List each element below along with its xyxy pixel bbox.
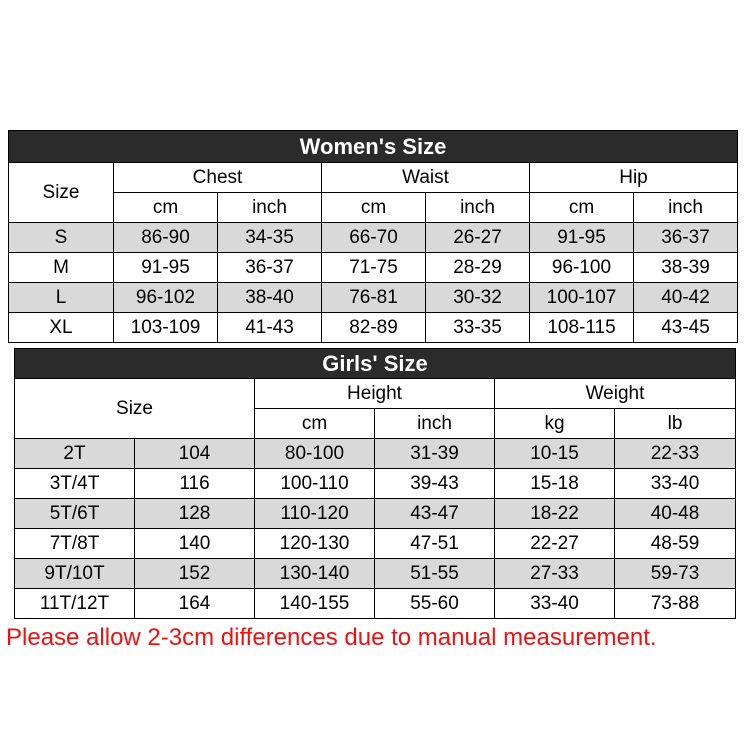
unit-header: cm — [322, 193, 426, 223]
table-cell: 110-120 — [255, 499, 375, 529]
table-cell: 152 — [135, 559, 255, 589]
table-cell: 86-90 — [114, 223, 218, 253]
unit-header: inch — [634, 193, 738, 223]
table-cell: 51-55 — [375, 559, 495, 589]
chest-header: Chest — [114, 163, 322, 193]
table-cell: 140 — [135, 529, 255, 559]
table-cell: 40-48 — [615, 499, 736, 529]
table-cell: 164 — [135, 589, 255, 619]
table-cell: 36-37 — [634, 223, 738, 253]
table-row — [9, 313, 738, 343]
table-cell: 91-95 — [530, 223, 634, 253]
unit-header: inch — [218, 193, 322, 223]
table-cell: 22-27 — [495, 529, 615, 559]
table-cell: 66-70 — [322, 223, 426, 253]
table-cell: 76-81 — [322, 283, 426, 313]
table-row — [15, 499, 736, 529]
unit-header: inch — [426, 193, 530, 223]
size-header: Size — [15, 379, 255, 439]
table-cell: 130-140 — [255, 559, 375, 589]
table-cell: 100-107 — [530, 283, 634, 313]
table-cell: 91-95 — [114, 253, 218, 283]
size-cell: 11T/12T — [15, 589, 135, 619]
table-cell: 40-42 — [634, 283, 738, 313]
size-cell: XL — [9, 313, 114, 343]
table-cell: 26-27 — [426, 223, 530, 253]
table-cell: 120-130 — [255, 529, 375, 559]
table-cell: 27-33 — [495, 559, 615, 589]
table-cell: 73-88 — [615, 589, 736, 619]
table-row — [9, 253, 738, 283]
table-cell: 116 — [135, 469, 255, 499]
table-cell: 140-155 — [255, 589, 375, 619]
table-row — [15, 439, 736, 469]
size-cell: 9T/10T — [15, 559, 135, 589]
table-cell: 36-37 — [218, 253, 322, 283]
table-cell: 34-35 — [218, 223, 322, 253]
table-cell: 39-43 — [375, 469, 495, 499]
table-cell: 10-15 — [495, 439, 615, 469]
table-cell: 28-29 — [426, 253, 530, 283]
table-cell: 15-18 — [495, 469, 615, 499]
unit-header: inch — [375, 409, 495, 439]
table-cell: 33-40 — [495, 589, 615, 619]
size-cell: 5T/6T — [15, 499, 135, 529]
size-cell: 2T — [15, 439, 135, 469]
table-row — [15, 559, 736, 589]
womens-size-title: Women's Size — [9, 131, 738, 163]
weight-header: Weight — [495, 379, 736, 409]
table-cell: 31-39 — [375, 439, 495, 469]
size-cell: S — [9, 223, 114, 253]
table-row — [15, 469, 736, 499]
table-cell: 59-73 — [615, 559, 736, 589]
table-cell: 71-75 — [322, 253, 426, 283]
table-row — [15, 529, 736, 559]
table-cell: 38-39 — [634, 253, 738, 283]
girls-size-title: Girls' Size — [15, 349, 736, 379]
table-cell: 41-43 — [218, 313, 322, 343]
table-cell: 103-109 — [114, 313, 218, 343]
hip-header: Hip — [530, 163, 738, 193]
table-cell: 55-60 — [375, 589, 495, 619]
table-cell: 48-59 — [615, 529, 736, 559]
womens-size-table — [8, 130, 738, 343]
table-cell: 18-22 — [495, 499, 615, 529]
table-cell: 47-51 — [375, 529, 495, 559]
table-cell: 82-89 — [322, 313, 426, 343]
size-cell: M — [9, 253, 114, 283]
height-header: Height — [255, 379, 495, 409]
size-cell: 3T/4T — [15, 469, 135, 499]
table-cell: 96-102 — [114, 283, 218, 313]
unit-header: kg — [495, 409, 615, 439]
table-row — [9, 223, 738, 253]
size-cell: 7T/8T — [15, 529, 135, 559]
table-cell: 104 — [135, 439, 255, 469]
waist-header: Waist — [322, 163, 530, 193]
unit-header: cm — [114, 193, 218, 223]
table-cell: 96-100 — [530, 253, 634, 283]
table-cell: 30-32 — [426, 283, 530, 313]
table-cell: 43-45 — [634, 313, 738, 343]
table-cell: 38-40 — [218, 283, 322, 313]
table-row — [9, 283, 738, 313]
unit-header: cm — [530, 193, 634, 223]
measurement-note: Please allow 2-3cm differences due to manual measurement. — [6, 624, 657, 651]
table-cell: 100-110 — [255, 469, 375, 499]
size-cell: L — [9, 283, 114, 313]
table-cell: 80-100 — [255, 439, 375, 469]
table-cell: 108-115 — [530, 313, 634, 343]
table-cell: 33-40 — [615, 469, 736, 499]
size-header: Size — [9, 163, 114, 223]
girls-size-table — [14, 348, 736, 619]
table-cell: 43-47 — [375, 499, 495, 529]
table-cell: 33-35 — [426, 313, 530, 343]
unit-header: lb — [615, 409, 736, 439]
table-row — [15, 589, 736, 619]
table-cell: 128 — [135, 499, 255, 529]
table-cell: 22-33 — [615, 439, 736, 469]
unit-header: cm — [255, 409, 375, 439]
